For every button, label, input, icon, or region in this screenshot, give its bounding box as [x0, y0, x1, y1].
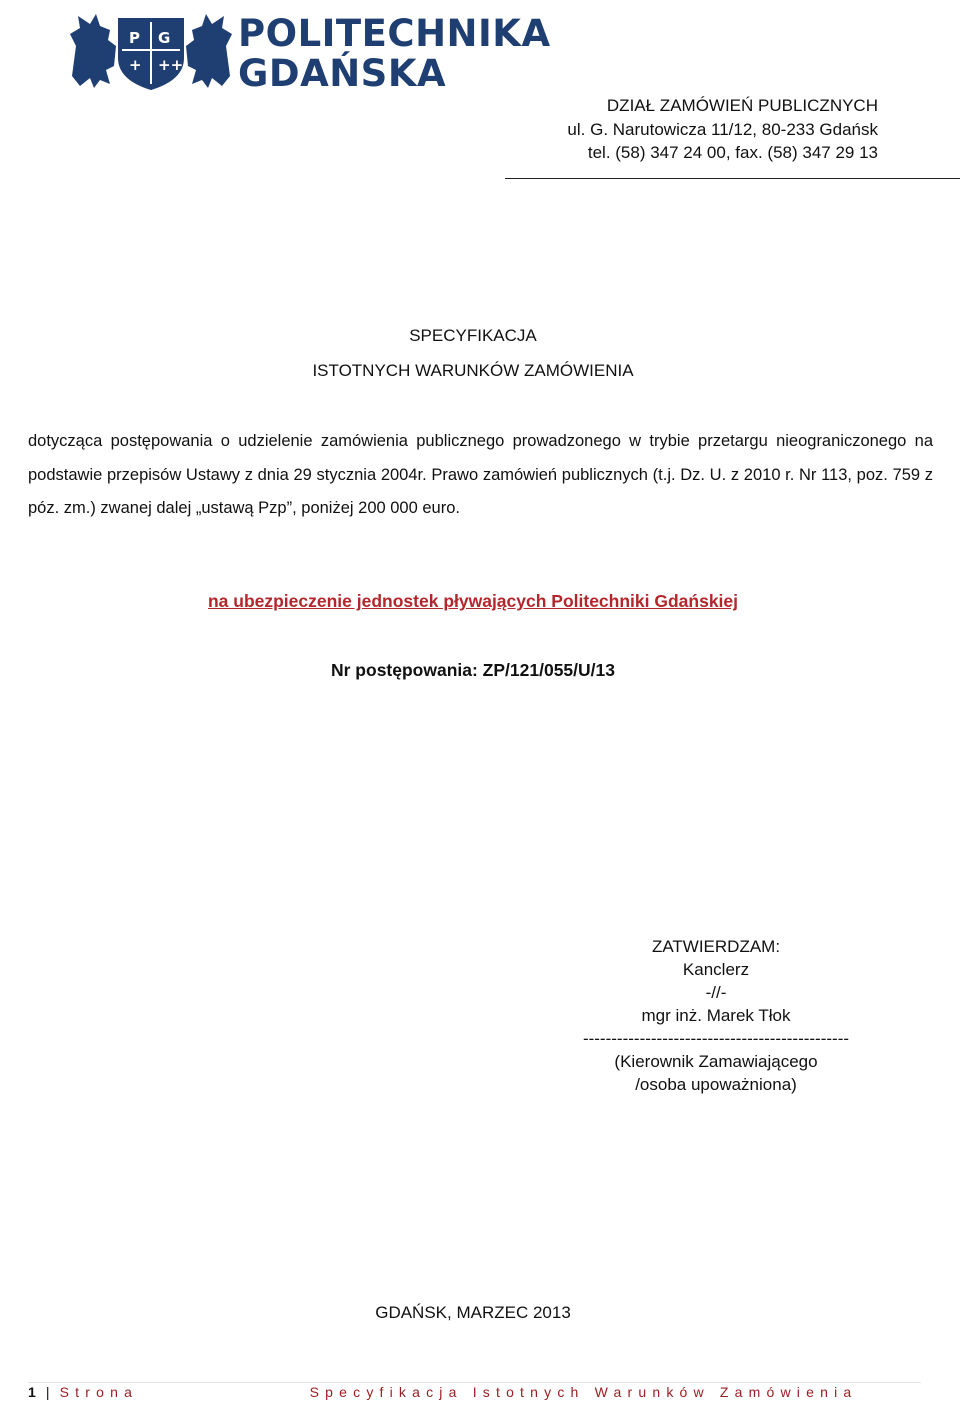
crest-icon — [66, 6, 236, 96]
header-divider — [505, 178, 960, 179]
approval-caption-2: /osoba upoważniona) — [635, 1075, 797, 1094]
svg-text:G: G — [158, 29, 171, 47]
department-address: ul. G. Narutowicza 11/12, 80-233 Gdańsk — [567, 119, 878, 139]
footer-document-title: Specyfikacja Istotnych Warunków Zamówienia — [309, 1384, 858, 1400]
department-contact — [567, 94, 878, 165]
svg-text:P: P — [129, 29, 140, 47]
approval-label: ZATWIERDZAM: — [651, 937, 781, 956]
logo-line-2: GDAŃSKA — [238, 52, 447, 95]
intro-paragraph: dotycząca postępowania o udzielenie zamówienia publicznego prowadzonego w trybie przetargu nieograniczonego na podstawie przepisów Ustawy z dnia 29 stycznia 2004r. Prawo zamówień publicznych (t.j. Dz. U. z 2010 r. Nr 113, poz. 759 z póz. zm.) zwanej dalej „ustawą Pzp”, poniżej 200 000 euro. — [28, 432, 933, 517]
svg-text:++: ++ — [158, 56, 184, 74]
procurement-subject: na ubezpieczenie jednostek pływających Politechniki Gdańskiej — [207, 591, 739, 611]
document-title-line-1: SPECYFIKACJA — [409, 326, 537, 345]
place-date: GDAŃSK, MARZEC 2013 — [375, 1303, 571, 1322]
footer-divider — [28, 1382, 921, 1383]
svg-text:+: + — [129, 56, 142, 74]
document-title-line-2: ISTOTNYCH WARUNKÓW ZAMÓWIENIA — [312, 361, 634, 380]
approver-name: mgr inż. Marek Tłok — [641, 1006, 791, 1025]
approval-caption-1: (Kierownik Zamawiającego — [614, 1052, 818, 1071]
university-logo — [66, 6, 551, 96]
logo-wordmark — [238, 14, 551, 94]
department-name: DZIAŁ ZAMÓWIEŃ PUBLICZNYCH — [606, 96, 878, 115]
page-number: 1 — [28, 1384, 36, 1400]
signature-line: ----------------------------------------------- — [582, 1029, 850, 1048]
logo-line-1: POLITECHNIKA — [238, 12, 551, 55]
footer-separator: | — [45, 1384, 50, 1400]
page-footer — [28, 1384, 857, 1400]
footer-page-word: Strona — [59, 1384, 139, 1400]
approval-block — [560, 935, 872, 1096]
case-number: Nr postępowania: ZP/121/055/U/13 — [331, 660, 615, 680]
approver-role: Kanclerz — [682, 960, 750, 979]
signature-mark: -//- — [705, 983, 727, 1002]
department-phone: tel. (58) 347 24 00, fax. (58) 347 29 13 — [587, 143, 878, 162]
